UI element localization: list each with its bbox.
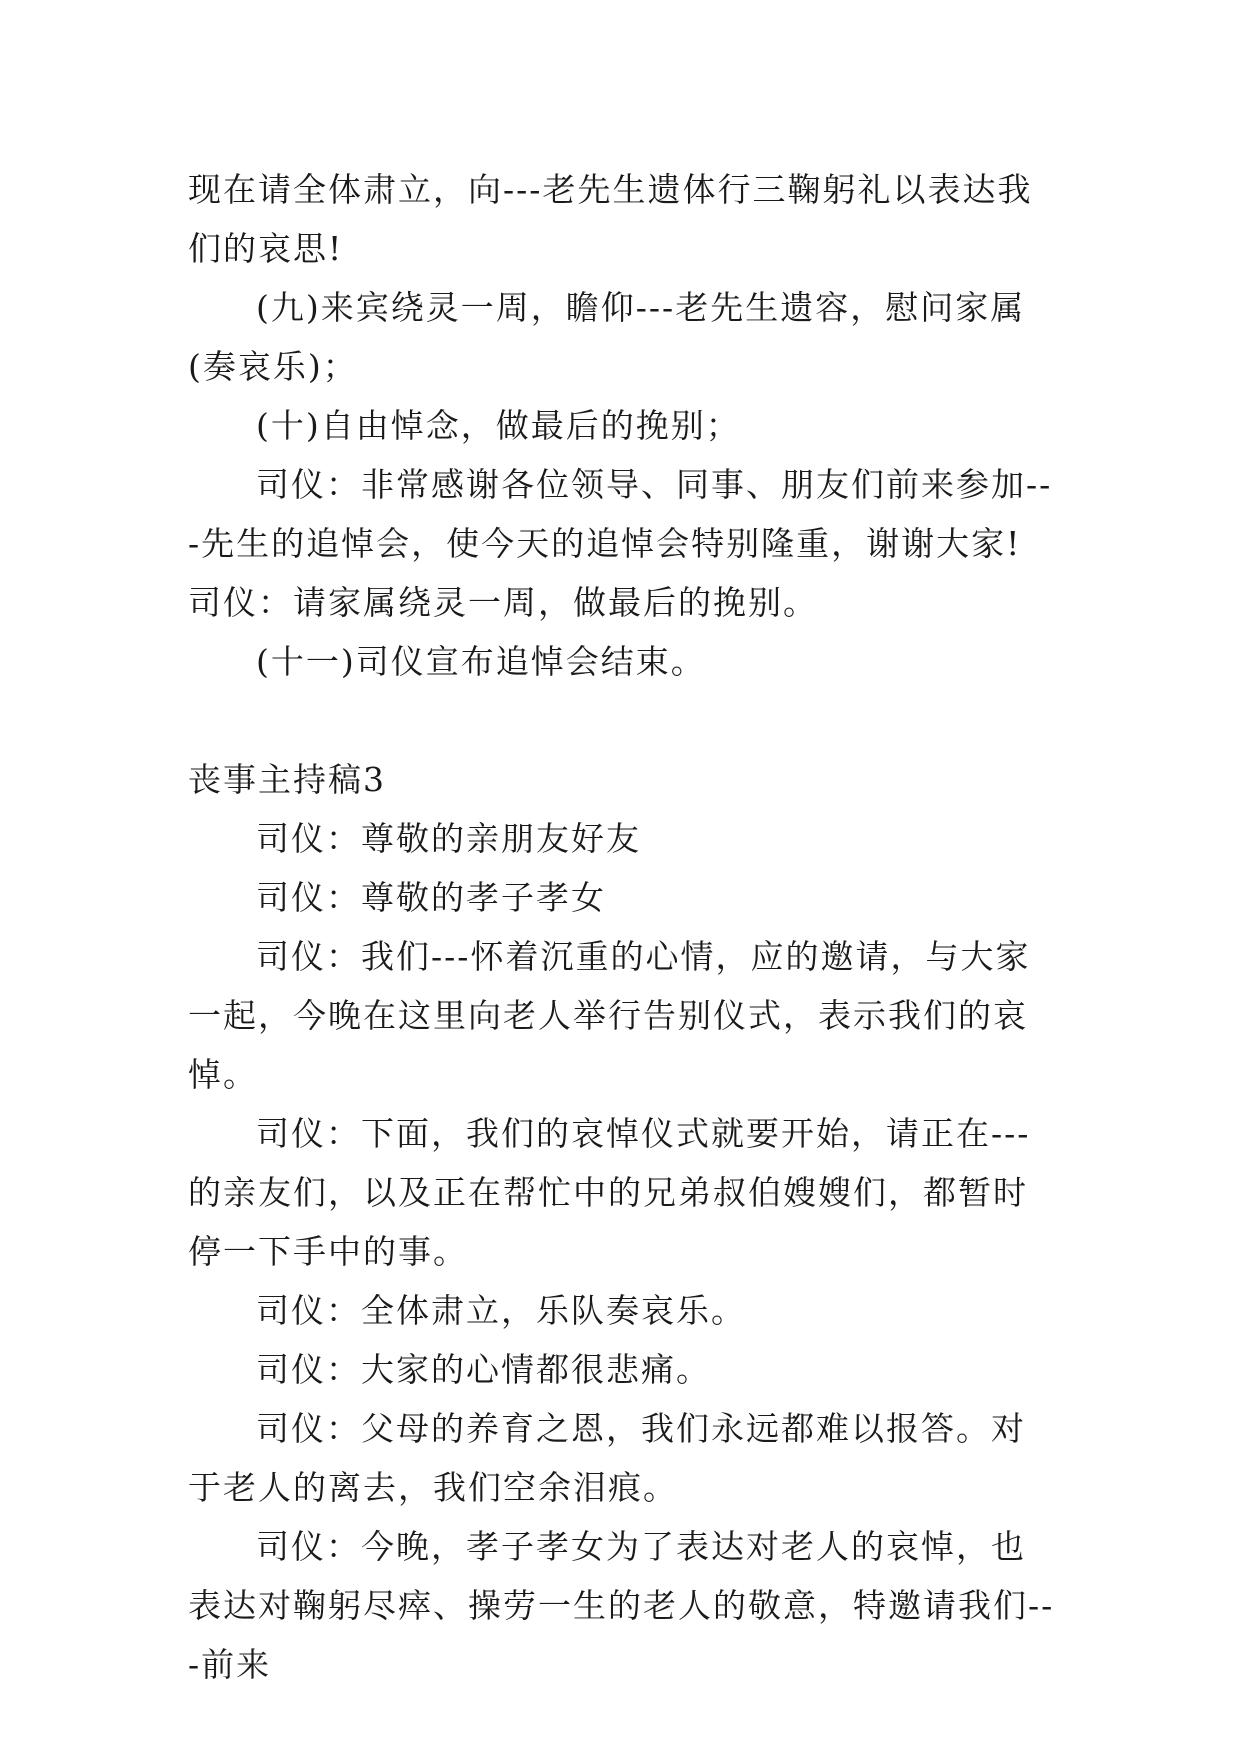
paragraph: 司仪：今晚，孝子孝女为了表达对老人的哀悼，也表达对鞠躬尽瘁、操劳一生的老人的敬意，特邀请我们---前来 [188,1527,1055,1684]
section-title: 丧事主持稿3 [188,760,386,799]
paragraph-item-nine: (九)来宾绕灵一周，瞻仰---老先生遗容，慰问家属(奏哀乐)； [188,288,1026,386]
paragraph: 司仪：尊敬的孝子孝女 [256,878,606,917]
paragraph-opening: 现在请全体肃立，向---老先生遗体行三鞠躬礼以表达我们的哀思! [188,170,1033,268]
paragraph: 司仪：全体肃立，乐队奏哀乐。 [256,1291,746,1330]
paragraph: 司仪：尊敬的亲朋友好友 [256,819,641,858]
document-body [188,160,1056,1694]
paragraph-item-ten: (十)自由悼念，做最后的挽别； [256,406,741,445]
paragraph-item-eleven: (十一)司仪宣布追悼会结束。 [256,642,706,681]
paragraph-thanks: 司仪：非常感谢各位领导、同事、朋友们前来参加---先生的追悼会，使今天的追悼会特别隆重，谢谢大家!司仪：请家属绕灵一周，做最后的挽别。 [188,465,1053,622]
paragraph: 司仪：大家的心情都很悲痛。 [256,1350,711,1389]
paragraph: 司仪：我们---怀着沉重的心情，应的邀请，与大家一起，今晚在这里向老人举行告别仪式，表示我们的哀悼。 [188,937,1031,1094]
paragraph: 司仪：父母的养育之恩，我们永远都难以报答。对于老人的离去，我们空余泪痕。 [188,1409,1026,1507]
paragraph: 司仪：下面，我们的哀悼仪式就要开始，请正在---的亲友们，以及正在帮忙中的兄弟叔伯嫂嫂们，都暂时停一下手中的事。 [188,1114,1031,1271]
